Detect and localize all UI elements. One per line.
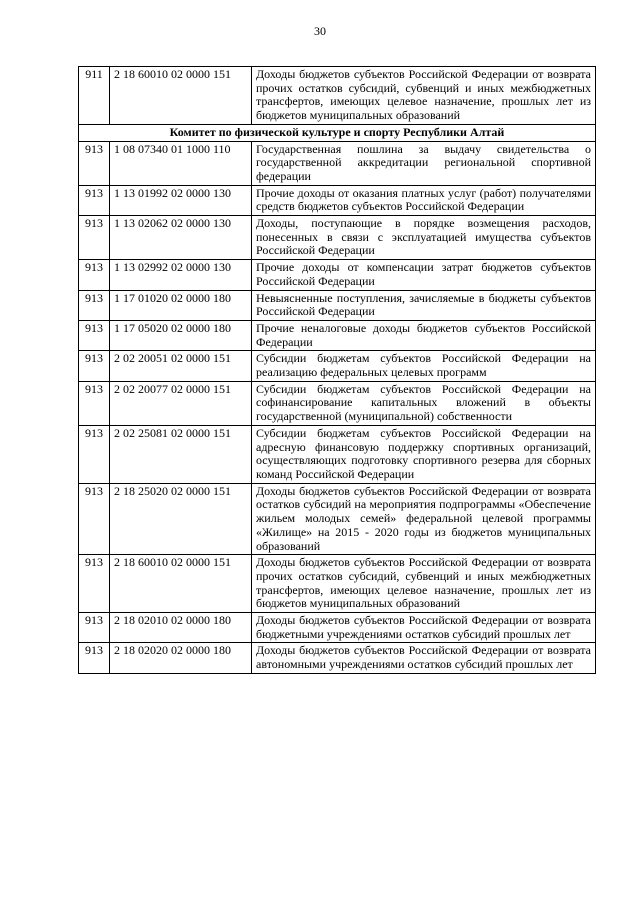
admin-code-cell: 913 (79, 555, 110, 613)
admin-code-cell: 913 (79, 351, 110, 381)
table-row (79, 185, 596, 215)
budget-code-cell: 1 13 02992 02 0000 130 (110, 260, 252, 290)
budget-code-cell: 2 18 25020 02 0000 151 (110, 483, 252, 555)
admin-code-cell: 913 (79, 260, 110, 290)
table-row (79, 216, 596, 260)
table-row (79, 141, 596, 185)
admin-code-cell: 913 (79, 141, 110, 185)
income-name-cell: Субсидии бюджетам субъектов Российской Федерации на реализацию федеральных целевых программ (252, 351, 596, 381)
income-name-cell: Невыясненные поступления, зачисляемые в бюджеты субъектов Российской Федерации (252, 290, 596, 320)
admin-code-cell: 913 (79, 185, 110, 215)
section-header: Комитет по физической культуре и спорту Республики Алтай (79, 124, 596, 141)
table-row (79, 260, 596, 290)
table-row (79, 381, 596, 425)
budget-code-cell: 1 17 01020 02 0000 180 (110, 290, 252, 320)
budget-revenue-table (78, 66, 596, 674)
budget-code-cell: 2 18 02010 02 0000 180 (110, 613, 252, 643)
budget-code-cell: 2 18 02020 02 0000 180 (110, 643, 252, 673)
income-name-cell: Субсидии бюджетам субъектов Российской Федерации на софинансирование капитальных вложений в объекты государственной (муниципальной) собственности (252, 381, 596, 425)
table-row (79, 351, 596, 381)
income-name-cell: Доходы бюджетов субъектов Российской Федерации от возврата автономными учреждениями остатков субсидий прошлых лет (252, 643, 596, 673)
income-name-cell: Прочие доходы от оказания платных услуг (работ) получателями средств бюджетов субъектов Российской Федерации (252, 185, 596, 215)
table-row (79, 555, 596, 613)
admin-code-cell: 913 (79, 320, 110, 350)
income-name-cell: Доходы бюджетов субъектов Российской Федерации от возврата остатков субсидий на мероприятия подпрограммы «Обеспечение жильем молодых семей» федеральной целевой программы «Жилище» на 2015 - 2020 годы из бюджетов муниципальных образований (252, 483, 596, 555)
budget-code-cell: 1 13 01992 02 0000 130 (110, 185, 252, 215)
admin-code-cell: 913 (79, 643, 110, 673)
budget-code-cell: 1 17 05020 02 0000 180 (110, 320, 252, 350)
page-number: 30 (314, 24, 326, 38)
income-name-cell: Доходы, поступающие в порядке возмещения расходов, понесенных в связи с эксплуатацией имущества субъектов Российской Федерации (252, 216, 596, 260)
table-row (79, 67, 596, 125)
budget-code-cell: 2 18 60010 02 0000 151 (110, 67, 252, 125)
table-row (79, 643, 596, 673)
budget-code-cell: 2 02 20077 02 0000 151 (110, 381, 252, 425)
table-body (79, 67, 596, 674)
admin-code-cell: 913 (79, 381, 110, 425)
income-name-cell: Прочие неналоговые доходы бюджетов субъектов Российской Федерации (252, 320, 596, 350)
table-row (79, 290, 596, 320)
budget-code-cell: 1 08 07340 01 1000 110 (110, 141, 252, 185)
budget-code-cell: 2 02 20051 02 0000 151 (110, 351, 252, 381)
admin-code-cell: 911 (79, 67, 110, 125)
income-name-cell: Доходы бюджетов субъектов Российской Федерации от возврата прочих остатков субсидий, субвенций и иных межбюджетных трансфертов, имеющих целевое назначение, прошлых лет из бюджетов муниципальных образований (252, 555, 596, 613)
income-name-cell: Государственная пошлина за выдачу свидетельства о государственной аккредитации региональной спортивной федерации (252, 141, 596, 185)
table-row (79, 425, 596, 483)
admin-code-cell: 913 (79, 216, 110, 260)
table-row (79, 613, 596, 643)
admin-code-cell: 913 (79, 613, 110, 643)
income-name-cell: Прочие доходы от компенсации затрат бюджетов субъектов Российской Федерации (252, 260, 596, 290)
income-name-cell: Доходы бюджетов субъектов Российской Федерации от возврата прочих остатков субсидий, субвенций и иных межбюджетных трансфертов, имеющих целевое назначение, прошлых лет из бюджетов муниципальных образований (252, 67, 596, 125)
table-row (79, 483, 596, 555)
admin-code-cell: 913 (79, 483, 110, 555)
admin-code-cell: 913 (79, 290, 110, 320)
budget-code-cell: 2 18 60010 02 0000 151 (110, 555, 252, 613)
admin-code-cell: 913 (79, 425, 110, 483)
income-name-cell: Субсидии бюджетам субъектов Российской Федерации на адресную финансовую поддержку спортивных организаций, осуществляющих подготовку спортивного резерва для сборных команд Российской Федерации (252, 425, 596, 483)
section-row (79, 124, 596, 141)
income-name-cell: Доходы бюджетов субъектов Российской Федерации от возврата бюджетными учреждениями остатков субсидий прошлых лет (252, 613, 596, 643)
budget-code-cell: 2 02 25081 02 0000 151 (110, 425, 252, 483)
table-row (79, 320, 596, 350)
budget-code-cell: 1 13 02062 02 0000 130 (110, 216, 252, 260)
